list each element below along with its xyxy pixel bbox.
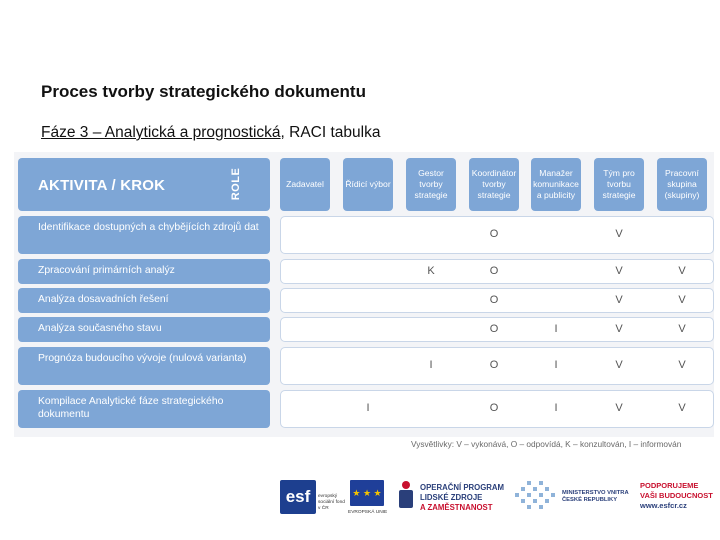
activity-row-label: Analýza dosavadních řešení	[18, 288, 270, 313]
slide-title: Proces tvorby strategického dokumentu	[41, 82, 366, 101]
raci-mark: K	[427, 264, 435, 277]
op-line-1: OPERAČNÍ PROGRAM	[420, 483, 505, 492]
raci-mark: O	[489, 402, 499, 414]
raci-mark: O	[489, 322, 499, 335]
role-header: Zadavatel	[280, 158, 330, 211]
activity-row-label: Kompilace Analytické fáze strategického dokumentu	[18, 390, 270, 428]
mv-line-2: ČESKÉ REPUBLIKY	[562, 497, 618, 503]
raci-mark: V	[615, 402, 623, 414]
mv-line-1: MINISTERSTVO VNITRA	[562, 490, 629, 496]
activity-row-label: Prognóza budoucího vývoje (nulová varianta)	[18, 347, 270, 385]
eu-flag-icon: ★ ★ ★	[350, 480, 384, 506]
raci-mark: I	[554, 359, 558, 371]
raci-mark: V	[615, 264, 623, 277]
raci-mark: O	[489, 293, 499, 306]
funding-logos	[278, 476, 716, 524]
activity-row-label: Zpracování primárních analýz	[18, 259, 270, 284]
pod-line-1: PODPORUJEME	[640, 481, 699, 490]
support-text	[640, 481, 720, 529]
phase-name: Fáze 3 – Analytická a prognostická	[41, 124, 281, 141]
subtitle-rest: , RACI tabulka	[280, 124, 381, 141]
raci-mark: O	[489, 359, 499, 371]
ministry-dots-icon	[514, 479, 556, 515]
raci-mark: O	[489, 264, 499, 277]
eu-logo-text: EVROPSKÁ UNIE	[348, 510, 388, 515]
role-header: Pracovní skupina (skupiny)	[657, 158, 707, 211]
raci-mark: V	[678, 264, 686, 277]
raci-mark: O	[489, 228, 499, 240]
pod-url: www.esfcr.cz	[640, 501, 687, 510]
raci-mark: V	[678, 322, 686, 335]
raci-mark: I	[554, 402, 558, 414]
activity-header-label: AKTIVITA / KROK	[38, 177, 166, 194]
raci-mark: I	[366, 402, 370, 414]
raci-mark: V	[615, 322, 623, 335]
role-label: ROLE	[230, 167, 242, 201]
role-header: Řídicí výbor	[343, 158, 393, 211]
pod-line-2: VAŠI BUDOUCNOST	[640, 491, 713, 500]
raci-mark: V	[678, 293, 686, 306]
raci-mark: V	[615, 228, 623, 240]
op-line-2: LIDSKÉ ZDROJE	[420, 493, 483, 502]
role-header: Gestor tvorby strategie	[406, 158, 456, 211]
role-header: Manažer komunikace a publicity	[531, 158, 581, 211]
raci-mark: V	[615, 359, 623, 371]
raci-mark: V	[678, 402, 686, 414]
slide-subtitle	[41, 124, 380, 142]
raci-mark: V	[678, 359, 686, 371]
raci-mark: I	[554, 322, 558, 335]
activity-header	[18, 158, 270, 211]
ministry-text	[562, 490, 632, 538]
role-header: Tým pro tvorbu strategie	[594, 158, 644, 211]
op-line-3: A ZAMĚSTNANOST	[420, 503, 493, 512]
esf-logo: esf	[280, 480, 316, 514]
legend: Vysvětlivky: V – vykonává, O – odpovídá, K – konzultován, I – informován	[411, 439, 682, 449]
activity-row-label: Analýza současného stavu	[18, 317, 270, 342]
raci-mark: I	[429, 359, 433, 371]
esf-logo-text: evropský sociální fond v ČR	[318, 494, 345, 511]
role-header: Koordinátor tvorby strategie	[469, 158, 519, 211]
raci-mark: V	[615, 293, 623, 306]
op-logo-text	[420, 483, 510, 531]
op-person-icon	[396, 480, 416, 510]
activity-row-label: Identifikace dostupných a chybějících zdrojů dat	[18, 216, 270, 254]
